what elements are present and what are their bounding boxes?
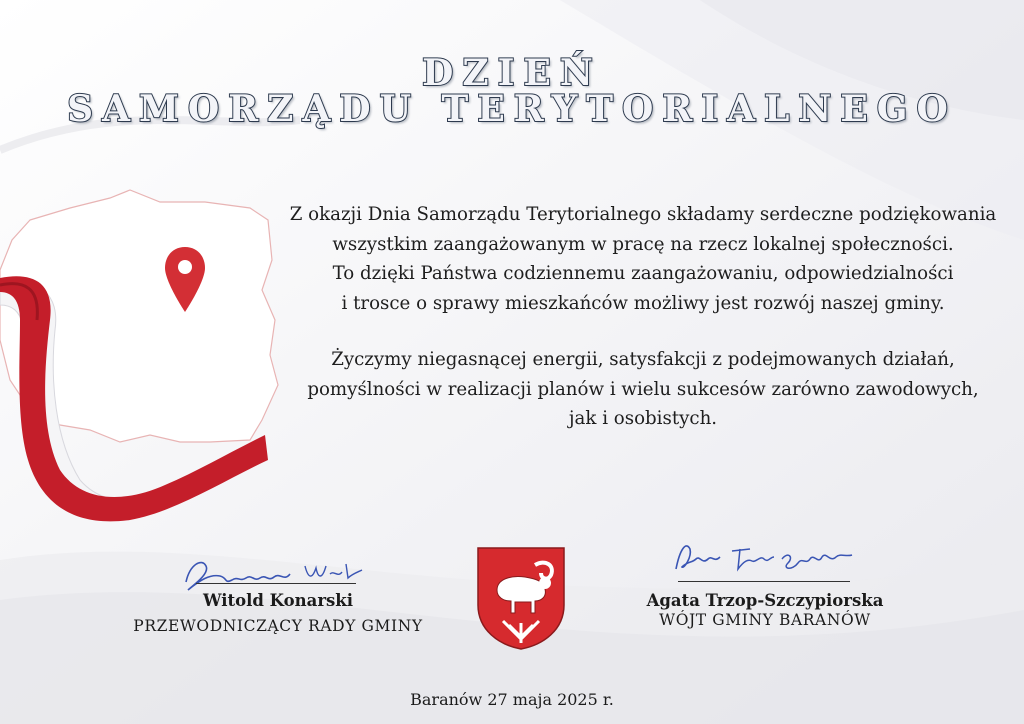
handwritten-signature-right xyxy=(670,535,860,583)
message-line: i trosce o sprawy mieszkańców możliwy jest rozwój naszej gminy. xyxy=(341,293,945,315)
date-line: Baranów 27 maja 2025 r. xyxy=(410,690,614,709)
message-line: jak i osobistych. xyxy=(568,408,718,430)
poland-map-icon xyxy=(0,180,300,530)
message-line: To dzięki Państwa codziennemu zaangażowaniu, odpowiedzialności xyxy=(332,263,954,285)
coat-of-arms-ram-icon xyxy=(475,545,567,650)
message-paragraph-1 xyxy=(262,200,1024,319)
message-paragraph-2 xyxy=(262,345,1024,434)
signature-line-left xyxy=(196,583,356,584)
signatory-role-right: WÓJT GMINY BARANÓW xyxy=(659,611,871,629)
handwritten-signature-left xyxy=(180,552,365,594)
message-line: Życzymy niegasnącej energii, satysfakcji z podejmowanych działań, xyxy=(331,349,955,370)
title-line-1: DZIEŃ xyxy=(422,52,602,94)
signature-line-right xyxy=(678,581,850,582)
message-line: pomyślności w realizacji planów i wielu sukcesów zarówno zawodowych, xyxy=(307,378,979,400)
signatory-name-left: Witold Konarski xyxy=(202,591,354,610)
title-line-2: SAMORZĄDU TERYTORIALNEGO xyxy=(67,88,957,130)
signatory-role-left: PRZEWODNICZĄCY RADY GMINY xyxy=(133,617,423,635)
message-line: wszystkim zaangażowanym w pracę na rzecz lokalnej społeczności. xyxy=(332,233,954,255)
message-line: Z okazji Dnia Samorządu Terytorialnego składamy serdeczne podziękowania xyxy=(289,204,997,225)
signatory-name-right: Agata Trzop-Szczypiorska xyxy=(646,591,884,610)
